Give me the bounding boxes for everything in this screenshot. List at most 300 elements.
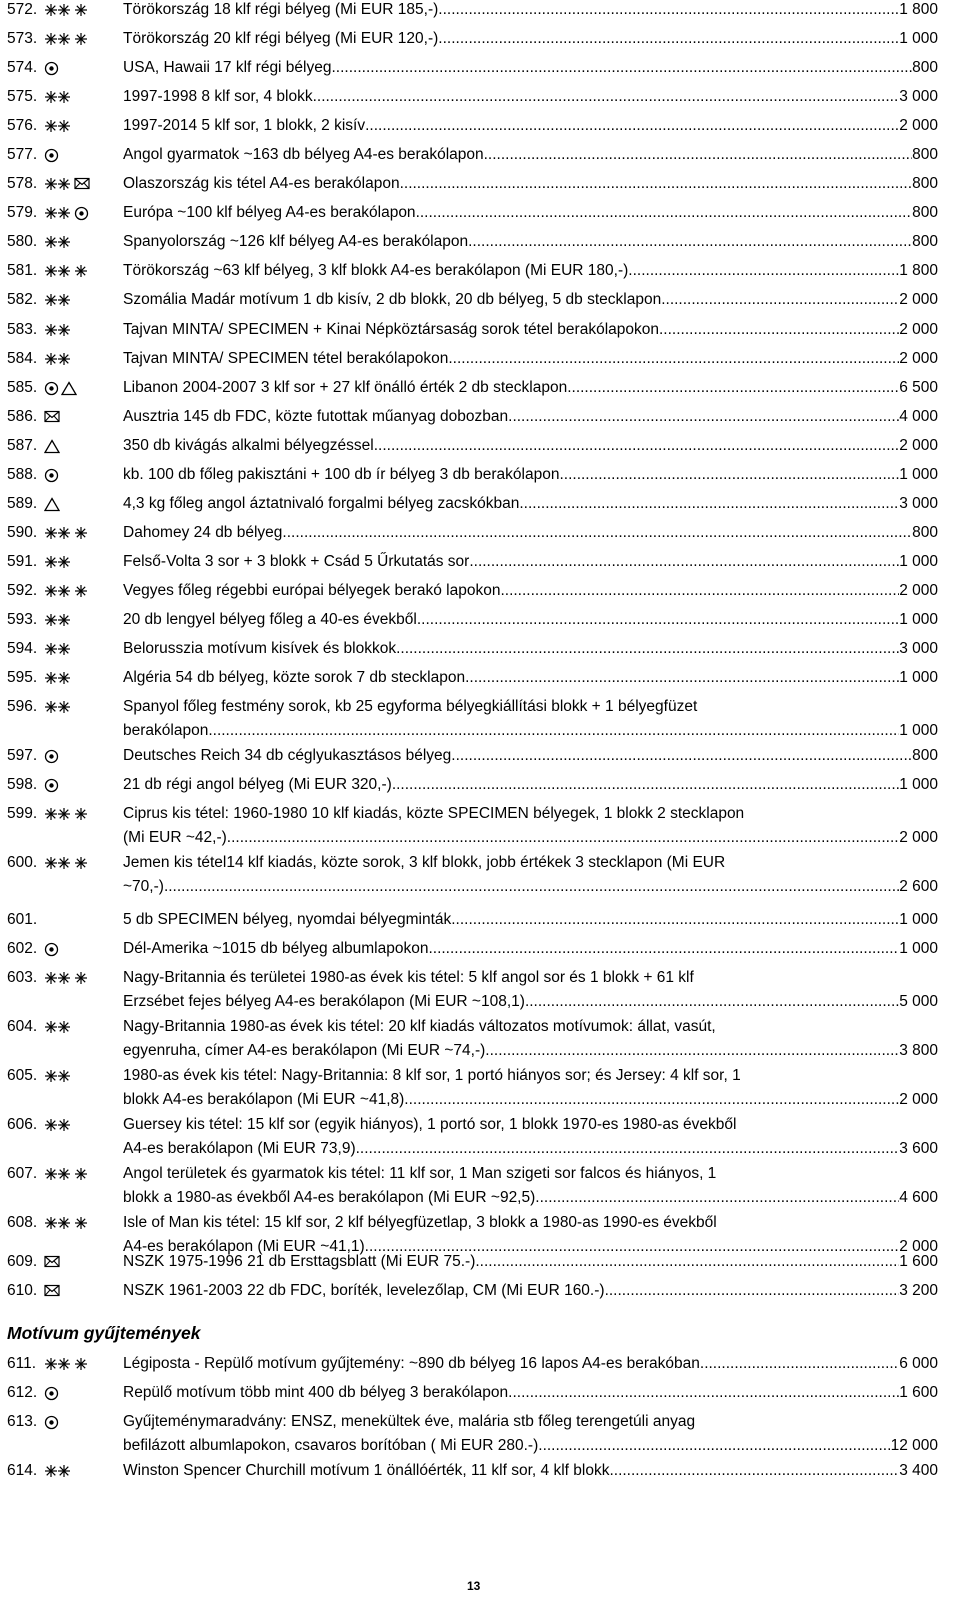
lot-description [123,143,938,167]
dot-leader [700,1352,899,1376]
description-line: Jemen kis tétel14 klf kiadás, közte sorok, 3 klf blokk, jobb értékek 3 stecklapon (Mi EUR [123,854,726,871]
lot-description [123,908,938,932]
description-line: Európa ~100 klf bélyeg A4-es berakólapon [123,204,416,221]
stamp-mint-double-icon [44,555,72,571]
description-line: 20 db lengyel bélyeg főleg a 40-es évekből [123,611,417,628]
lot-description [123,1459,938,1483]
dot-leader [227,826,899,850]
dot-leader [400,172,913,196]
dot-leader [451,744,912,768]
stamp-mint-double-icon [44,119,72,135]
stamp-used-icon [44,468,59,484]
lot-description [123,1064,938,1112]
lot-price: 2 000 [899,291,938,308]
lot-number: 598. [7,776,38,793]
dot-leader [538,1434,890,1458]
dot-leader [392,773,899,797]
stamp-mint-double-icon [44,1167,72,1183]
lot-price: 1 000 [899,553,938,570]
condition-icons [44,119,72,135]
lot-price: 2 000 [899,350,938,367]
lot-description [123,550,938,574]
description-line: NSZK 1961-2003 22 db FDC, boríték, levelezőlap, CM (Mi EUR 160.-) [123,1282,605,1299]
lot-number: 601. [7,911,38,928]
description-line: Törökország 20 klf régi bélyeg (Mi EUR 120,-) [123,30,439,47]
lot-price: 3 000 [899,495,938,512]
lot-price: 800 [912,175,938,192]
page-number: 13 [467,1579,481,1593]
lot-price: 6 500 [899,379,938,396]
dot-leader [438,27,899,51]
condition-icons [44,468,59,484]
lot-number: 603. [7,969,38,986]
dot-leader [356,1137,900,1161]
lot-number: 600. [7,854,38,871]
stamp-hinged-icon [74,526,88,542]
condition-icons [44,352,72,368]
dot-leader [525,990,899,1014]
dot-leader [332,56,913,80]
lot-price: 2 000 [899,117,938,134]
lot-price: 800 [912,146,938,163]
description-line: 350 db kivágás alkalmi bélyegzéssel [123,437,374,454]
description-line: 1997-1998 8 klf sor, 4 blokk [123,88,313,105]
lot-number: 599. [7,805,38,822]
lot-number: 610. [7,1282,38,1299]
stamp-used-icon [44,749,59,765]
lot-number: 580. [7,233,38,250]
lot-description [123,637,938,661]
lot-price: 1 000 [899,776,938,793]
lot-price: 2 000 [899,1091,938,1108]
description-line: Ausztria 145 db FDC, közte futottak műanyag dobozban [123,408,509,425]
condition-icons [44,293,72,309]
condition-icons [44,613,72,629]
lot-description [123,1162,938,1210]
dot-leader [468,230,912,254]
lot-description [123,1250,938,1274]
description-line: Nagy-Britannia és területei 1980-as évek kis tétel: 5 klf angol sor és 1 blokk + 61 klf [123,969,694,986]
lot-price: 800 [912,524,938,541]
lot-price: 1 800 [899,262,938,279]
dot-leader [567,376,899,400]
stamp-mint-double-icon [44,1464,72,1480]
dot-leader [508,405,899,429]
condition-icons [44,1020,72,1036]
dot-leader [164,875,899,899]
lot-price: 1 000 [899,911,938,928]
description-line: Tajvan MINTA/ SPECIMEN tétel berakólapokon [123,350,449,367]
lot-price: 1 000 [899,611,938,628]
stamp-mint-double-icon [44,352,72,368]
condition-icons [44,1357,88,1373]
description-line: Olaszország kis tétel A4-es berakólapon [123,175,400,192]
lot-description [123,1381,938,1405]
lot-price: 4 000 [899,408,938,425]
stamp-mint-double-icon [44,1020,72,1036]
lot-description [123,937,938,961]
lot-price: 1 000 [899,722,938,739]
dot-leader [605,1279,900,1303]
dot-leader [500,579,899,603]
condition-icons [44,700,72,716]
stamp-mint-double-icon [44,1216,72,1232]
lot-description [123,851,938,899]
stamp-mint-double-icon [44,613,72,629]
lot-price: 2 600 [899,878,938,895]
description-line: blokk a 1980-as évekből A4-es berakólapon (Mi EUR ~92,5) [123,1189,536,1206]
lot-description [123,463,938,487]
stamp-mint-double-icon [44,32,72,48]
lot-description [123,1410,938,1458]
lot-number: 597. [7,747,38,764]
dot-leader [365,114,899,138]
condition-icons [44,1464,72,1480]
condition-icons [44,1069,72,1085]
dot-leader [535,1186,899,1210]
stamp-mint-double-icon [44,235,72,251]
lot-description [123,521,938,545]
lot-price: 800 [912,747,938,764]
stamp-mint-double-icon [44,526,72,542]
dot-leader [451,908,899,932]
envelope-icon [44,1284,60,1300]
stamp-used-icon [44,381,59,397]
stamp-mint-double-icon [44,1069,72,1085]
lot-description [123,666,938,690]
stamp-used-icon [44,778,59,794]
condition-icons [44,323,72,339]
lot-price: 1 600 [899,1384,938,1401]
description-line: Dahomey 24 db bélyeg [123,524,283,541]
lot-number: 586. [7,408,38,425]
lot-description [123,1352,938,1376]
stamp-mint-double-icon [44,642,72,658]
dot-leader [609,1459,899,1483]
description-line: Erzsébet fejes bélyeg A4-es berakólapon (Mi EUR ~108,1) [123,993,525,1010]
lot-price: 1 600 [899,1253,938,1270]
stamp-used-icon [74,206,89,222]
stamp-hinged-icon [74,1216,88,1232]
condition-icons [44,778,59,794]
lot-number: 590. [7,524,38,541]
lot-price: 800 [912,59,938,76]
dot-leader [659,318,899,342]
stamp-mint-double-icon [44,584,72,600]
lot-description [123,1113,938,1161]
condition-icons [44,235,72,251]
dot-leader [484,143,913,167]
lot-number: 609. [7,1253,38,1270]
dot-leader [417,608,899,632]
description-line: A4-es berakólapon (Mi EUR ~41,1) [123,1238,365,1255]
dot-leader [313,85,900,109]
stamp-mint-double-icon [44,1357,72,1373]
lot-number: 583. [7,321,38,338]
lot-number: 596. [7,698,38,715]
lot-number: 595. [7,669,38,686]
lot-price: 2 000 [899,1238,938,1255]
dot-leader [469,550,899,574]
stamp-hinged-icon [74,32,88,48]
condition-icons [44,410,60,426]
description-line: (Mi EUR ~42,-) [123,829,227,846]
description-line: Isle of Man kis tétel: 15 klf sor, 2 klf bélyegfüzetlap, 3 blokk a 1980-as 1990-es évekből [123,1214,717,1231]
lot-number: 584. [7,350,38,367]
stamp-mint-double-icon [44,264,72,280]
stamp-mint-double-icon [44,3,72,19]
lot-price: 12 000 [890,1437,938,1454]
lot-number: 575. [7,88,38,105]
dot-leader [475,1250,899,1274]
stamp-mint-double-icon [44,856,72,872]
condition-icons [44,1255,60,1271]
condition-icons [44,1167,88,1183]
lot-price: 5 000 [899,993,938,1010]
condition-icons [44,177,90,193]
condition-icons [44,439,60,455]
stamp-hinged-icon [74,971,88,987]
lot-number: 612. [7,1384,38,1401]
condition-icons [44,807,88,823]
description-line: berakólapon [123,722,209,739]
lot-number: 578. [7,175,38,192]
condition-icons [44,32,88,48]
lot-price: 1 000 [899,30,938,47]
stamp-used-icon [44,1386,59,1402]
lot-price: 1 000 [899,466,938,483]
lot-price: 3 200 [899,1282,938,1299]
description-line: kb. 100 db főleg pakisztáni + 100 db ír bélyeg 3 db berakólapon [123,466,560,483]
lot-number: 579. [7,204,38,221]
lot-number: 582. [7,291,38,308]
lot-price: 4 600 [899,1189,938,1206]
lot-description [123,434,938,458]
lot-price: 800 [912,233,938,250]
lot-number: 613. [7,1413,38,1430]
stamp-mint-double-icon [44,177,72,193]
dot-leader [661,288,899,312]
lot-description [123,579,938,603]
lot-number: 611. [7,1355,37,1372]
description-line: befilázott albumlapokon, csavaros borítóban ( Mi EUR 280.-) [123,1437,539,1454]
lot-price: 1 000 [899,669,938,686]
dot-leader [208,719,899,743]
lot-description [123,318,938,342]
lot-description [123,259,938,283]
condition-icons [44,1415,59,1431]
description-line: Felső-Volta 3 sor + 3 blokk + Csád 5 Űrkutatás sor [123,553,470,570]
stamp-hinged-icon [74,1357,88,1373]
lot-number: 608. [7,1214,38,1231]
envelope-icon [44,1255,60,1271]
condition-icons [44,497,60,513]
description-line: Belorusszia motívum kisívek és blokkok [123,640,397,657]
stamp-hinged-icon [74,264,88,280]
lot-number: 594. [7,640,38,657]
lot-description [123,347,938,371]
lot-description [123,802,938,850]
condition-icons [44,526,88,542]
lot-price: 2 000 [899,321,938,338]
lot-description [123,695,938,743]
description-line: Angol területek és gyarmatok kis tétel: 11 klf sor, 1 Man szigeti sor falcos és hiányos, 1 [123,1165,717,1182]
condition-icons [44,61,59,77]
lot-price: 3 600 [899,1140,938,1157]
dot-leader [438,0,899,22]
dot-leader [465,666,899,690]
lot-description [123,405,938,429]
condition-icons [44,584,88,600]
description-line: Deutsches Reich 34 db céglyukasztásos bélyeg [123,747,452,764]
lot-price: 6 000 [899,1355,938,1372]
condition-icons [44,971,88,987]
lot-price: 3 400 [899,1462,938,1479]
condition-icons [44,264,88,280]
description-line: Spanyolország ~126 klf bélyeg A4-es berakólapon [123,233,469,250]
dot-leader [519,492,899,516]
stamp-mint-double-icon [44,700,72,716]
lot-description [123,744,938,768]
stamp-used-icon [44,942,59,958]
lot-price: 2 000 [899,829,938,846]
dot-leader [416,201,913,225]
lot-price: 2 000 [899,437,938,454]
description-line: Winston Spencer Churchill motívum 1 önállóérték, 11 klf sor, 4 klf blokk [123,1462,610,1479]
lot-number: 614. [7,1462,38,1479]
lot-price: 1 000 [899,940,938,957]
lot-description [123,230,938,254]
condition-icons [44,1284,60,1300]
lot-price: 800 [912,204,938,221]
dot-leader [559,463,899,487]
lot-number: 577. [7,146,38,163]
dot-leader [628,259,899,283]
lot-number: 606. [7,1116,38,1133]
lot-number: 605. [7,1067,38,1084]
lot-number: 574. [7,59,38,76]
condition-icons [44,1118,72,1134]
condition-icons [44,856,88,872]
stamp-mint-double-icon [44,323,72,339]
dot-leader [485,1039,899,1063]
condition-icons [44,555,72,571]
stamp-mint-double-icon [44,90,72,106]
stamp-mint-double-icon [44,671,72,687]
envelope-icon [74,177,90,193]
stamp-hinged-icon [74,807,88,823]
condition-icons [44,749,59,765]
lot-price: 1 800 [899,1,938,18]
lot-price: 2 000 [899,582,938,599]
description-line: Guersey kis tétel: 15 klf sor (egyik hiányos), 1 portó sor, 1 blokk 1970-es 1980-as évekből [123,1116,737,1133]
lot-number: 587. [7,437,38,454]
description-line: Algéria 54 db bélyeg, közte sorok 7 db stecklapon [123,669,466,686]
description-line: Légiposta - Repülő motívum gyűjtemény: ~890 db bélyeg 16 lapos A4-es berakóban [123,1355,700,1372]
lot-number: 592. [7,582,38,599]
condition-icons [44,3,88,19]
dot-leader [404,1088,899,1112]
description-line: Dél-Amerika ~1015 db bélyeg albumlapokon [123,940,429,957]
lot-description [123,114,938,138]
dot-leader [428,937,899,961]
description-line: Vegyes főleg régebbi európai bélyegek berakó lapokon [123,582,501,599]
condition-icons [44,90,72,106]
description-line: egyenruha, címer A4-es berakólapon (Mi EUR ~74,-) [123,1042,486,1059]
section-title: Motívum gyűjtemények [7,1323,201,1343]
description-line: Repülő motívum több mint 400 db bélyeg 3 berakólapon [123,1384,509,1401]
lot-description [123,1015,938,1063]
description-line: Szomália Madár motívum 1 db kisív, 2 db blokk, 20 db bélyeg, 5 db stecklapon [123,291,662,308]
stamp-mint-double-icon [44,206,72,222]
stamp-used-icon [44,1415,59,1431]
description-line: Nagy-Britannia 1980-as évek kis tétel: 20 klf kiadás változatos motívumok: állat, vasút, [123,1018,716,1035]
lot-description [123,288,938,312]
description-line: 1980-as évek kis tétel: Nagy-Britannia: 8 klf sor, 1 portó hiányos sor; és Jersey: 4 klf sor, 1 [123,1067,741,1084]
lot-description [123,966,938,1014]
lot-description [123,608,938,632]
triangle-icon [44,439,60,455]
stamp-used-icon [44,61,59,77]
lot-number: 573. [7,30,38,47]
stamp-mint-double-icon [44,293,72,309]
condition-icons [44,671,72,687]
description-line: A4-es berakólapon (Mi EUR 73,9) [123,1140,356,1157]
lot-price: 3 800 [899,1042,938,1059]
stamp-used-icon [44,148,59,164]
lot-number: 589. [7,495,38,512]
lot-number: 572. [7,1,38,18]
condition-icons [44,642,72,658]
lot-description [123,56,938,80]
lot-number: 593. [7,611,38,628]
condition-icons [44,148,59,164]
lot-description [123,376,938,400]
dot-leader [374,434,899,458]
description-line: 5 db SPECIMEN bélyeg, nyomdai bélyegminták [123,911,452,928]
lot-description [123,773,938,797]
dot-leader [396,637,899,661]
condition-icons [44,381,77,397]
description-line: USA, Hawaii 17 klf régi bélyeg [123,59,332,76]
lot-number: 607. [7,1165,38,1182]
lot-price: 3 000 [899,88,938,105]
condition-icons [44,1386,59,1402]
triangle-icon [61,381,77,397]
lot-description [123,0,938,22]
lot-number: 585. [7,379,38,396]
triangle-icon [44,497,60,513]
description-line: 21 db régi angol bélyeg (Mi EUR 320,-) [123,776,392,793]
lot-description [123,85,938,109]
description-line: Angol gyarmatok ~163 db bélyeg A4-es berakólapon [123,146,484,163]
stamp-hinged-icon [74,856,88,872]
lot-number: 604. [7,1018,38,1035]
dot-leader [448,347,899,371]
lot-price: 3 000 [899,640,938,657]
stamp-mint-double-icon [44,1118,72,1134]
lot-description [123,27,938,51]
description-line: Ciprus kis tétel: 1960-1980 10 klf kiadás, közte SPECIMEN bélyegek, 1 blokk 2 stecklapon [123,805,745,822]
lot-number: 576. [7,117,38,134]
stamp-mint-double-icon [44,807,72,823]
lot-description [123,492,938,516]
lot-number: 591. [7,553,38,570]
description-line: Törökország ~63 klf bélyeg, 3 klf blokk A4-es berakólapon (Mi EUR 180,-) [123,262,629,279]
lot-number: 588. [7,466,38,483]
stamp-hinged-icon [74,584,88,600]
stamp-hinged-icon [74,3,88,19]
